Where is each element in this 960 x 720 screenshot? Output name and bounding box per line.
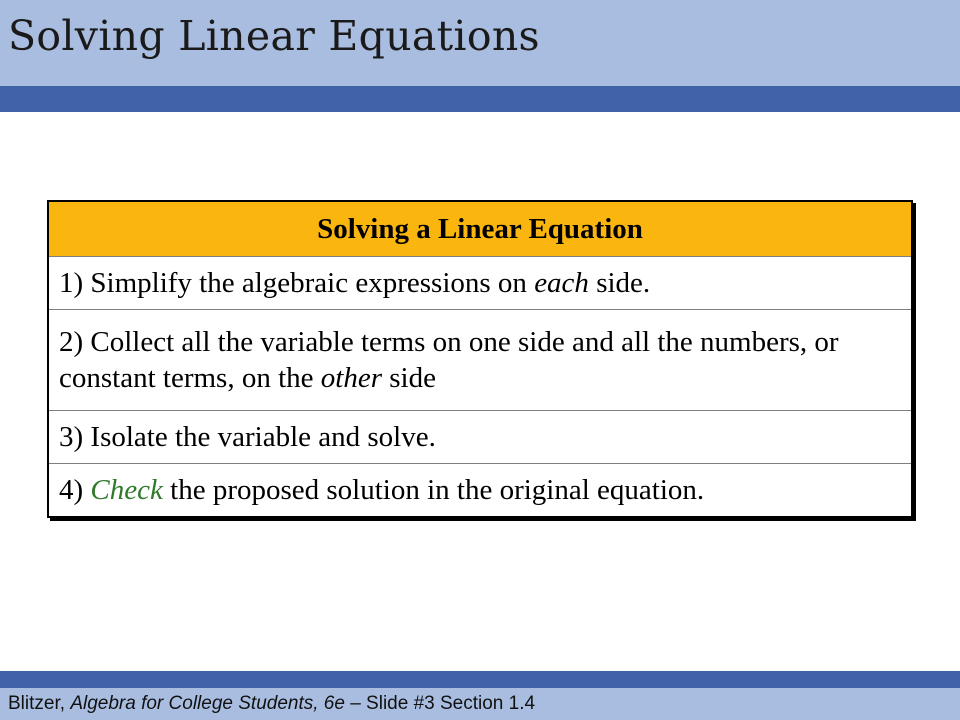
step-1-emphasis: each [534,266,589,299]
slide-title: Solving Linear Equations [8,12,540,60]
footer-slide-info: – Slide #3 Section 1.4 [344,693,536,714]
step-4-check-emphasis: Check [90,473,163,506]
step-2 [48,310,912,411]
step-1 [48,257,912,310]
steps-table [47,200,913,518]
step-3 [48,411,912,464]
step-4 [48,464,912,518]
step-4-suffix: the proposed solution in the original equation. [162,473,705,506]
step-3-text: 3) Isolate the variable and solve. [59,420,436,453]
footer-book-title: Algebra for College Students, 6e [70,693,345,714]
step-2-emphasis: other [320,362,382,394]
step-1-text: 1) Simplify the algebraic expressions on [59,266,535,299]
table-row [48,464,912,518]
title-bar [0,0,960,86]
table-row [48,257,912,310]
title-accent-stripe [0,86,960,112]
footer-accent-stripe [0,671,960,688]
footer-author: Blitzer, [8,693,71,714]
footer-bar [0,688,960,720]
step-2-text: 2) Collect all the variable terms on one side and all the numbers, or constant terms, on the [59,325,839,394]
step-2-suffix: side [381,362,436,394]
table-header: Solving a Linear Equation [48,201,912,257]
table-row [48,310,912,411]
table-row [48,411,912,464]
step-1-suffix: side. [588,266,651,299]
footer-citation [8,694,535,715]
step-4-number: 4) [59,473,91,506]
table-header-row [48,201,912,257]
